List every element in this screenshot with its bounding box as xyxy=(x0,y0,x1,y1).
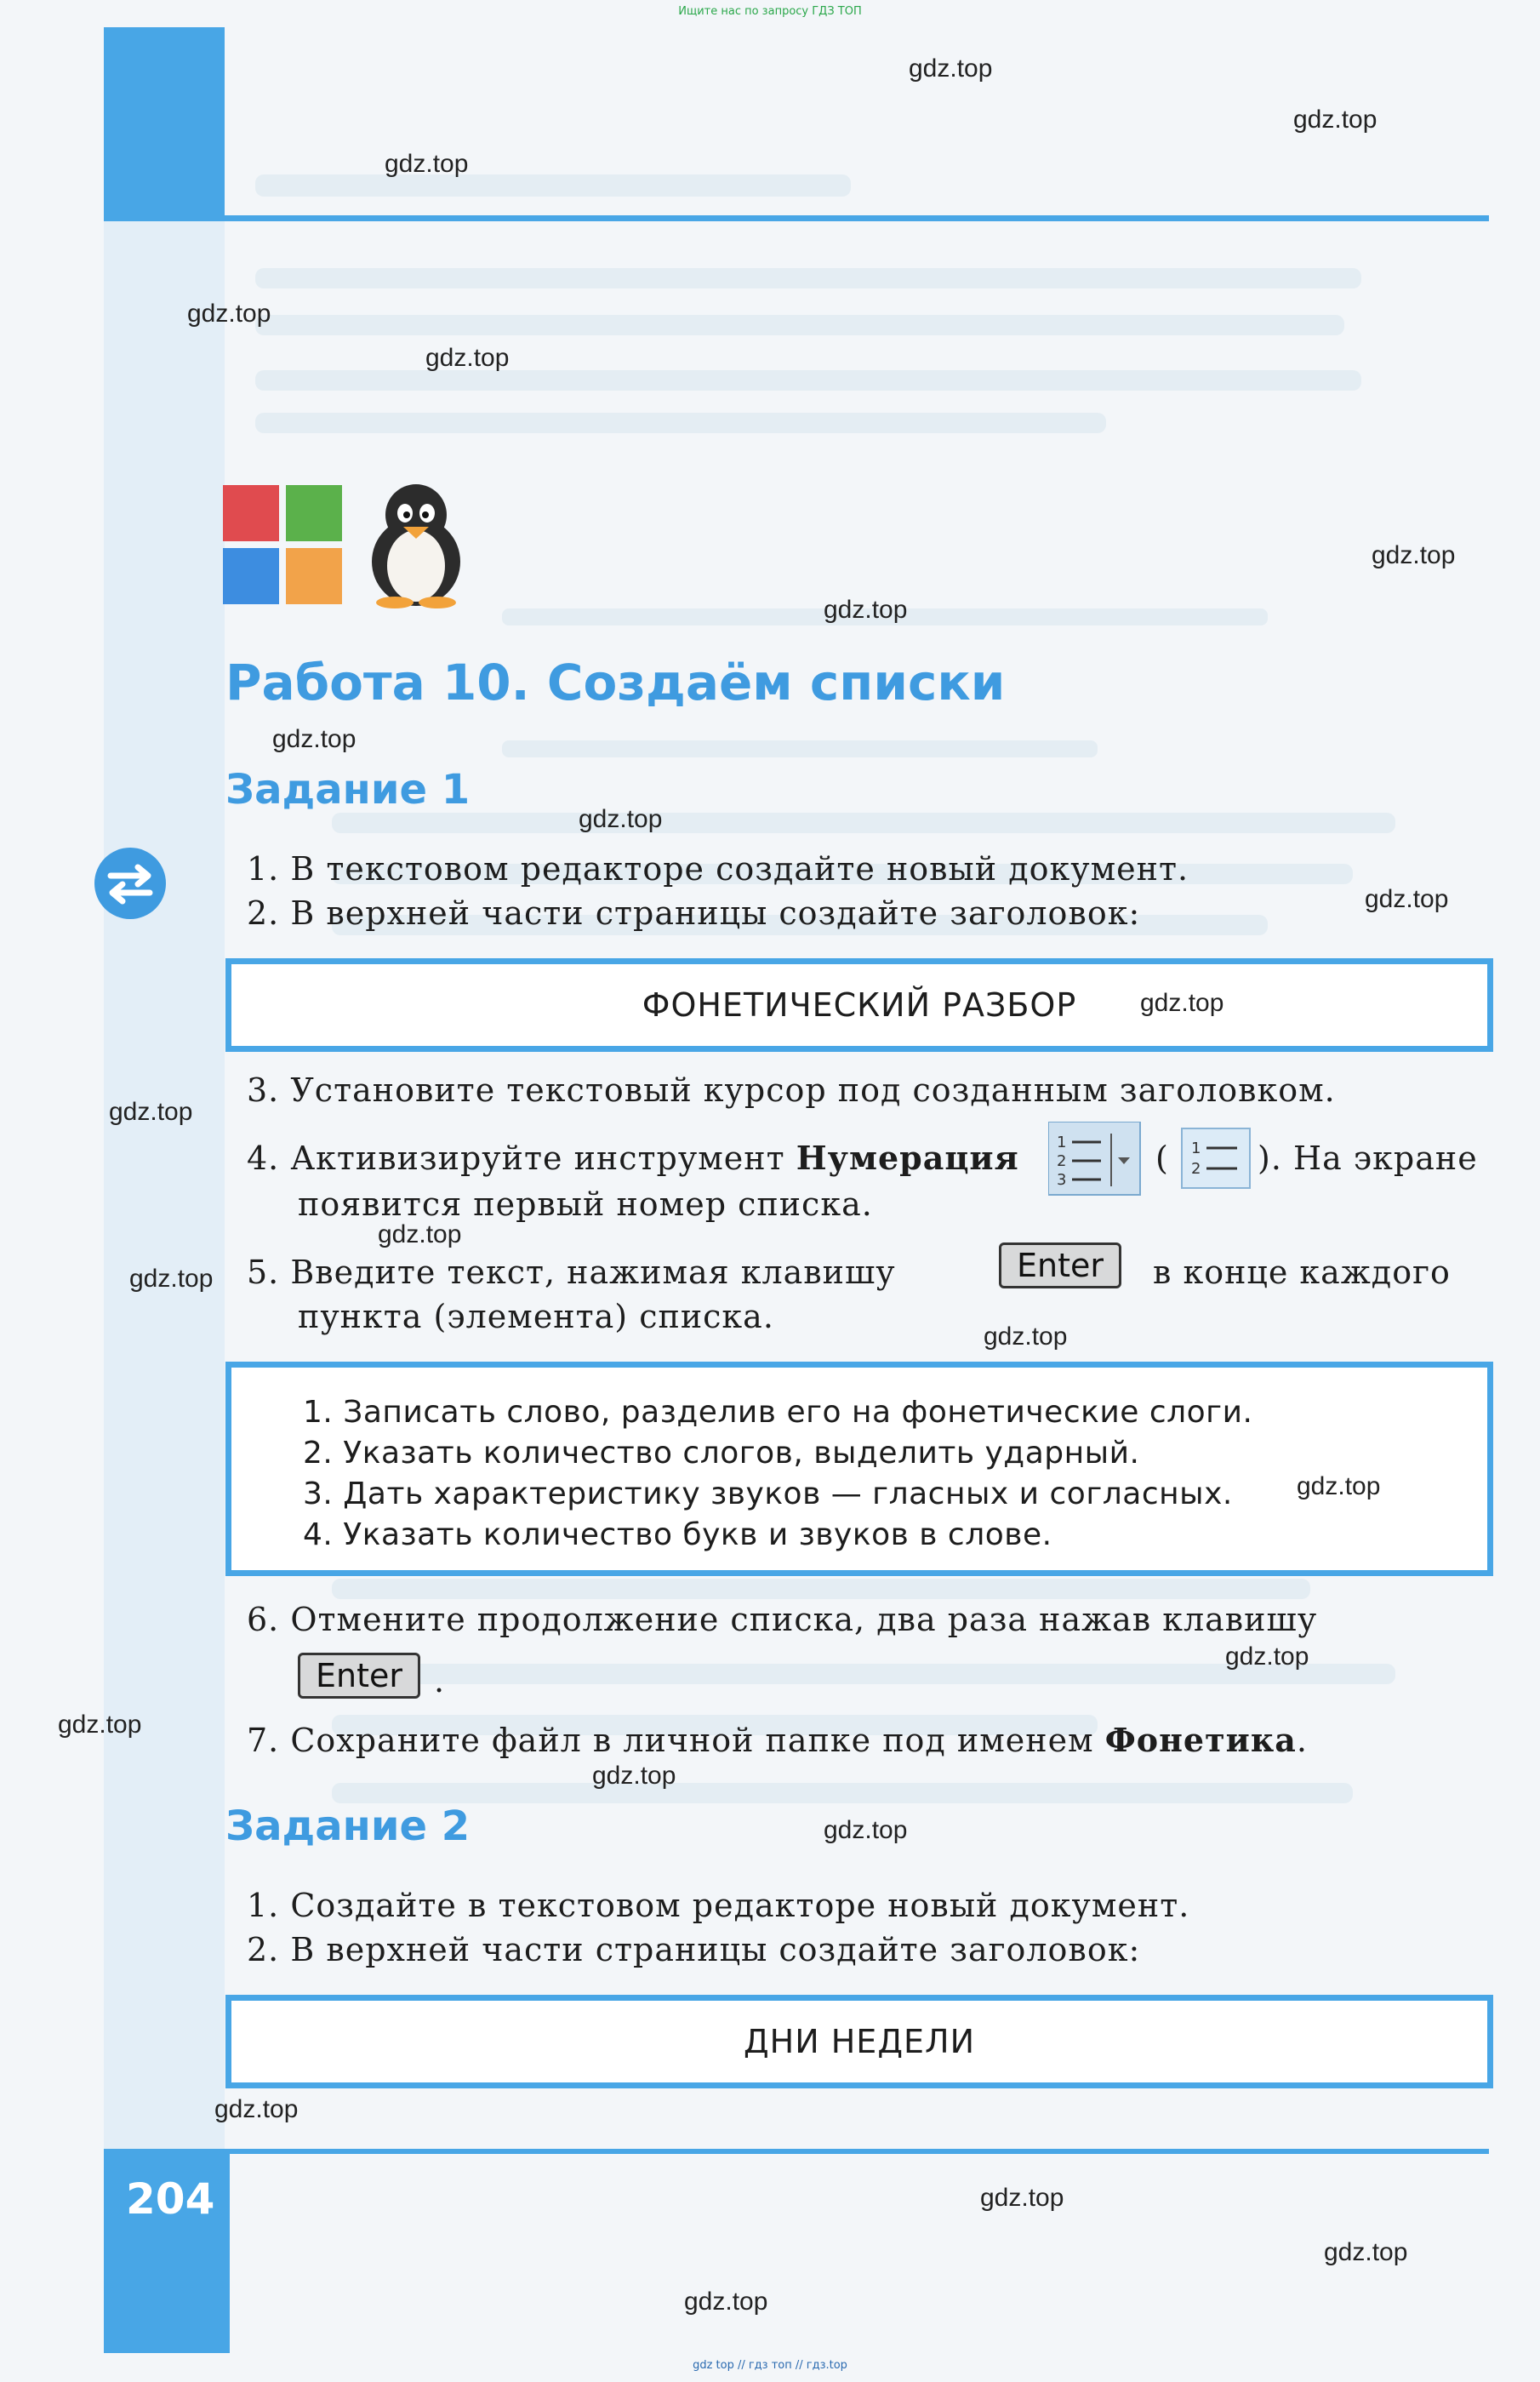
step6-period: . xyxy=(434,1662,446,1699)
step4-paren-open: ( xyxy=(1155,1140,1169,1177)
numbering-list-icon[interactable] xyxy=(1048,1122,1142,1197)
watermark: gdz.top xyxy=(129,1265,214,1293)
task1-title: Задание 1 xyxy=(225,766,471,814)
step4-text-a: 4. Активизируйте инструмент xyxy=(247,1140,796,1177)
watermark: gdz.top xyxy=(824,596,908,624)
windows-logo-icon xyxy=(223,485,344,606)
task1-heading-text: ФОНЕТИЧЕСКИЙ РАЗБОР xyxy=(642,986,1077,1024)
watermark: gdz.top xyxy=(984,1322,1068,1351)
svg-text:3: 3 xyxy=(1057,1171,1067,1189)
bottom-rule xyxy=(230,2149,1489,2154)
top-note: Ищите нас по запросу ГДЗ ТОП xyxy=(678,5,862,18)
task1-step7 xyxy=(247,1717,1308,1763)
task1-step5: 5. Введите текст, нажимая клавишу xyxy=(247,1254,896,1291)
task2-heading-box xyxy=(225,1995,1493,2088)
watermark: gdz.top xyxy=(109,1098,193,1126)
watermark: gdz.top xyxy=(909,54,993,83)
top-left-strip xyxy=(104,27,225,221)
step4-bold: Нумерация xyxy=(796,1139,1019,1177)
task2-step1: 1. Создайте в текстовом редакторе новый документ. xyxy=(247,1887,1190,1924)
step7-period: . xyxy=(1296,1722,1308,1759)
task2-heading-text: ДНИ НЕДЕЛИ xyxy=(743,2023,976,2060)
svg-text:2: 2 xyxy=(1057,1152,1067,1170)
step5-text-b: в конце каждого xyxy=(1153,1254,1451,1291)
step5-line2: пункта (элемента) списка. xyxy=(298,1298,774,1335)
svg-text:1: 1 xyxy=(1057,1134,1067,1151)
step7-text: 7. Сохраните файл в личной папке под именем xyxy=(247,1722,1105,1759)
watermark: gdz.top xyxy=(385,150,469,178)
task1-step2: 2. В верхней части страницы создайте заголовок: xyxy=(247,894,1141,932)
bottom-note: gdz top // гдз топ // гдз.top xyxy=(693,2359,847,2372)
watermark: gdz.top xyxy=(1324,2238,1408,2266)
svg-text:1: 1 xyxy=(1191,1140,1201,1157)
step7-bold: Фонетика xyxy=(1104,1721,1297,1759)
task1-step6: 6. Отмените продолжение списка, два раза нажав клавишу xyxy=(247,1601,1318,1638)
watermark: gdz.top xyxy=(1365,885,1449,913)
linux-penguin-icon xyxy=(361,481,471,608)
watermark: gdz.top xyxy=(1140,989,1224,1017)
task1-step4 xyxy=(247,1135,1019,1181)
watermark: gdz.top xyxy=(1297,1472,1381,1500)
watermark: gdz.top xyxy=(272,725,356,753)
list-item: 2. Указать количество слогов, выделить ударный. xyxy=(303,1436,1140,1471)
watermark: gdz.top xyxy=(980,2184,1064,2212)
watermark: gdz.top xyxy=(579,805,663,833)
step4-line2: появится первый номер списка. xyxy=(298,1185,873,1223)
watermark: gdz.top xyxy=(592,1762,676,1790)
step4-text-c: ). На экране xyxy=(1258,1140,1478,1177)
left-margin-band xyxy=(104,221,225,2153)
task1-list-box xyxy=(225,1362,1493,1576)
watermark: gdz.top xyxy=(1293,106,1377,134)
swap-arrows-icon xyxy=(94,847,167,920)
page-number: 204 xyxy=(126,2174,215,2224)
watermark: gdz.top xyxy=(214,2095,299,2123)
svg-text:2: 2 xyxy=(1191,1160,1201,1178)
numbered-list-icon[interactable] xyxy=(1181,1128,1251,1189)
list-item: 1. Записать слово, разделив его на фонетические слоги. xyxy=(303,1395,1253,1430)
list-item: 4. Указать количество букв и звуков в слове. xyxy=(303,1517,1052,1552)
watermark: gdz.top xyxy=(58,1711,142,1739)
task2-title: Задание 2 xyxy=(225,1802,471,1850)
enter-key: Enter xyxy=(999,1242,1121,1288)
task1-step3: 3. Установите текстовый курсор под созданным заголовком. xyxy=(247,1071,1336,1109)
task2-step2: 2. В верхней части страницы создайте заголовок: xyxy=(247,1931,1141,1968)
enter-key-2: Enter xyxy=(298,1653,420,1699)
watermark: gdz.top xyxy=(1225,1642,1309,1671)
watermark: gdz.top xyxy=(824,1816,908,1844)
watermark: gdz.top xyxy=(187,300,271,328)
list-item: 3. Дать характеристику звуков — гласных и согласных. xyxy=(303,1477,1233,1511)
watermark: gdz.top xyxy=(684,2288,768,2316)
watermark: gdz.top xyxy=(1372,541,1456,569)
task1-step1: 1. В текстовом редакторе создайте новый документ. xyxy=(247,850,1189,888)
watermark: gdz.top xyxy=(378,1220,462,1248)
task1-heading-box xyxy=(225,958,1493,1052)
work-title: Работа 10. Создаём списки xyxy=(225,654,1006,711)
watermark: gdz.top xyxy=(425,344,510,372)
